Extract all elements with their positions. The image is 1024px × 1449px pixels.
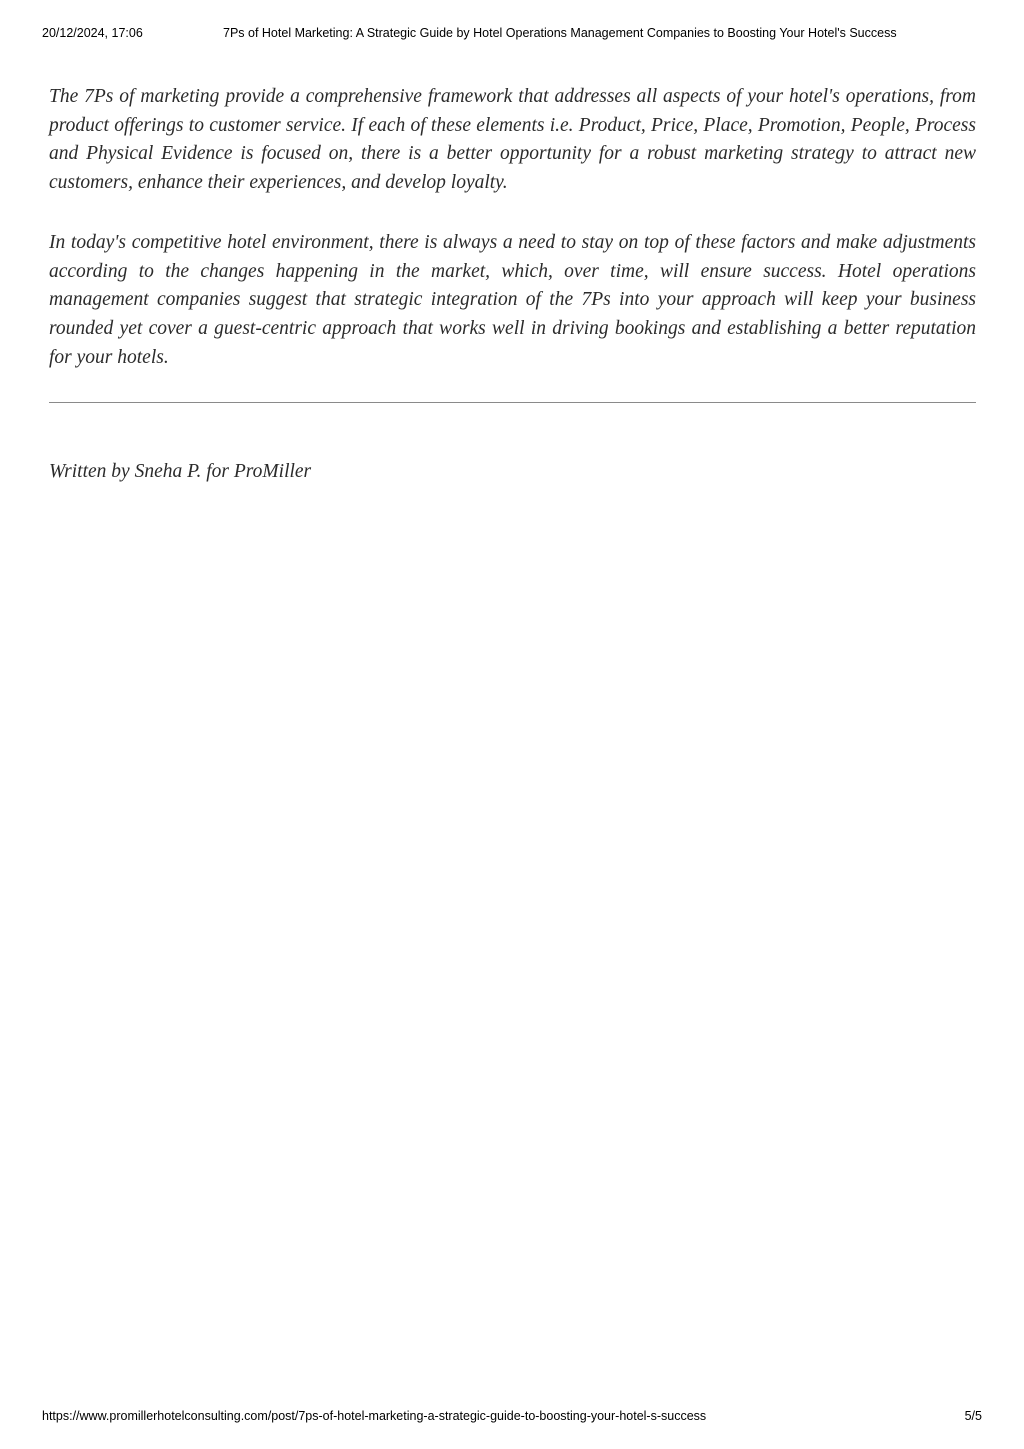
print-footer	[42, 1409, 982, 1425]
print-date: 20/12/2024, 17:06	[42, 26, 143, 40]
section-divider	[49, 402, 976, 403]
article-paragraph: The 7Ps of marketing provide a comprehensive framework that addresses all aspects of your hotel's operations, from product offerings to customer service. If each of these elements i.e. Product, Price, Place, Promotion, People, Process and Physical Evidence is focused on, there is a better opportunity for a robust marketing strategy to attract new customers, enhance their experiences, and develop loyalty.	[49, 86, 976, 194]
article-paragraph: In today's competitive hotel environment, there is always a need to stay on top of these factors and make adjustments according to the changes happening in the market, which, over time, will ensure success. Hotel operations management companies suggest that strategic integration of the 7Ps into your approach will keep your business rounded yet cover a guest-centric approach that works well in driving bookings and establishing a better reputation for your hotels.	[49, 231, 976, 368]
print-header	[42, 26, 982, 42]
print-page-title: 7Ps of Hotel Marketing: A Strategic Guide by Hotel Operations Management Companies to Boosting Your Hotel's Success	[223, 26, 897, 40]
author-byline: Written by Sneha P. for ProMiller	[49, 461, 312, 482]
page-number: 5/5	[964, 1409, 982, 1423]
article-body	[49, 83, 976, 403]
print-url: https://www.promillerhotelconsulting.com/post/7ps-of-hotel-marketing-a-strategic-guide-to-boosting-your-hotel-s-success	[42, 1409, 707, 1423]
